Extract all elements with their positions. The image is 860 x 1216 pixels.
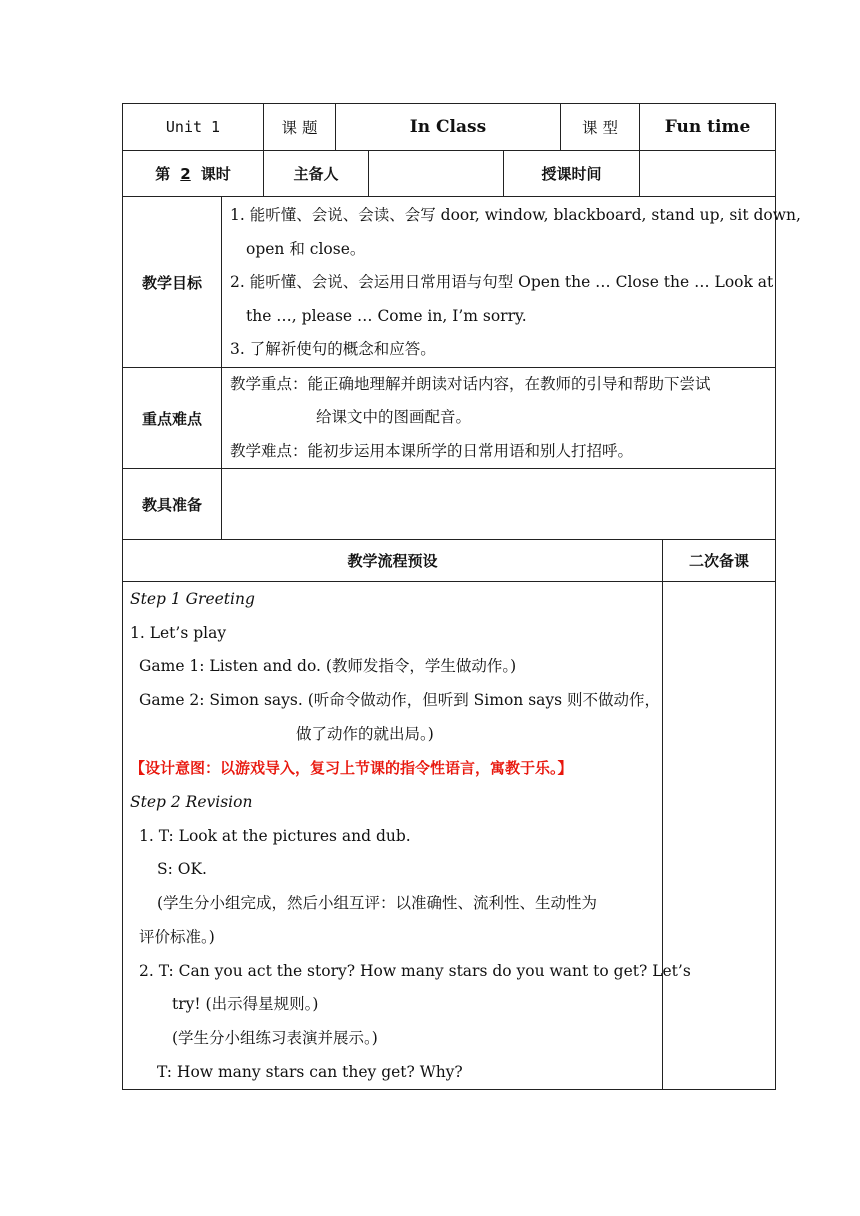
flow-line: 1. Let’s play (130, 624, 227, 642)
flow-line: Game 2: Simon says. (听命令做动作，但听到 Simon says 则不做动作， (139, 691, 661, 709)
flow-line: Game 1: Listen and do. (教师发指令，学生做动作。) (139, 657, 517, 675)
flow-line: try! (出示得星规则。) (172, 995, 319, 1013)
objective-line: the …, please … Come in, I’m sorry. (246, 307, 527, 325)
keypoints-label: 重点难点 (141, 409, 202, 428)
preparer-value (368, 150, 504, 197)
step-heading: Step 1 Greeting (130, 590, 255, 608)
preparer-label: 主备人 (293, 165, 339, 183)
lesson-prefix: 第 (155, 165, 171, 183)
flow-line: T: How many stars can they get? Why? (157, 1063, 463, 1081)
topic-value: In Class (409, 117, 487, 137)
type-value: Fun time (664, 117, 751, 137)
flow-line: 做了动作的就出局。) (296, 725, 434, 743)
keypoint-line: 教学重点：能正确地理解并朗读对话内容，在教师的引导和帮助下尝试 (230, 375, 711, 393)
step-heading: Step 2 Revision (130, 793, 253, 811)
keypoint-line: 教学难点：能初步运用本课所学的日常用语和别人打招呼。 (230, 442, 634, 460)
second-prep-content-cell (662, 581, 776, 1090)
flow-line: 1. T: Look at the pictures and dub. (139, 827, 411, 845)
flow-line: (学生分小组练习表演并展示。) (172, 1029, 378, 1047)
flow-line: 评价标准。) (139, 928, 215, 946)
unit-label: Unit 1 (165, 118, 221, 136)
flow-line: 2. T: Can you act the story? How many stars do you want to get? Let’s (139, 962, 691, 980)
lesson-suffix: 课时 (200, 165, 231, 183)
objectives-label: 教学目标 (141, 273, 202, 292)
time-label: 授课时间 (541, 165, 602, 183)
objective-line: open 和 close。 (246, 240, 366, 258)
lesson-number: 2 (180, 164, 191, 183)
topic-label: 课 题 (281, 119, 318, 137)
flow-line: (学生分小组完成，然后小组互评：以准确性、流利性、生动性为 (157, 894, 598, 912)
objective-line: 2. 能听懂、会说、会运用日常用语与句型 Open the … Close the … Look at (230, 273, 774, 291)
keypoint-line: 给课文中的图画配音。 (316, 408, 472, 426)
type-label: 课 型 (582, 119, 618, 137)
flow-line: S: OK. (157, 860, 207, 878)
objective-line: 3. 了解祈使句的概念和应答。 (230, 340, 436, 358)
flow-header: 教学流程预设 (347, 552, 438, 570)
lesson-no (122, 150, 264, 197)
objective-line: 1. 能听懂、会说、会读、会写 door, window, blackboard, stand up, sit down, (230, 206, 801, 224)
time-value (639, 150, 776, 197)
design-intent-note: 【设计意图：以游戏导入，复习上节课的指令性语言，寓教于乐。】 (130, 759, 573, 777)
materials-label: 教具准备 (141, 495, 202, 514)
materials-content-cell (221, 468, 776, 540)
second-prep-header: 二次备课 (688, 552, 749, 570)
